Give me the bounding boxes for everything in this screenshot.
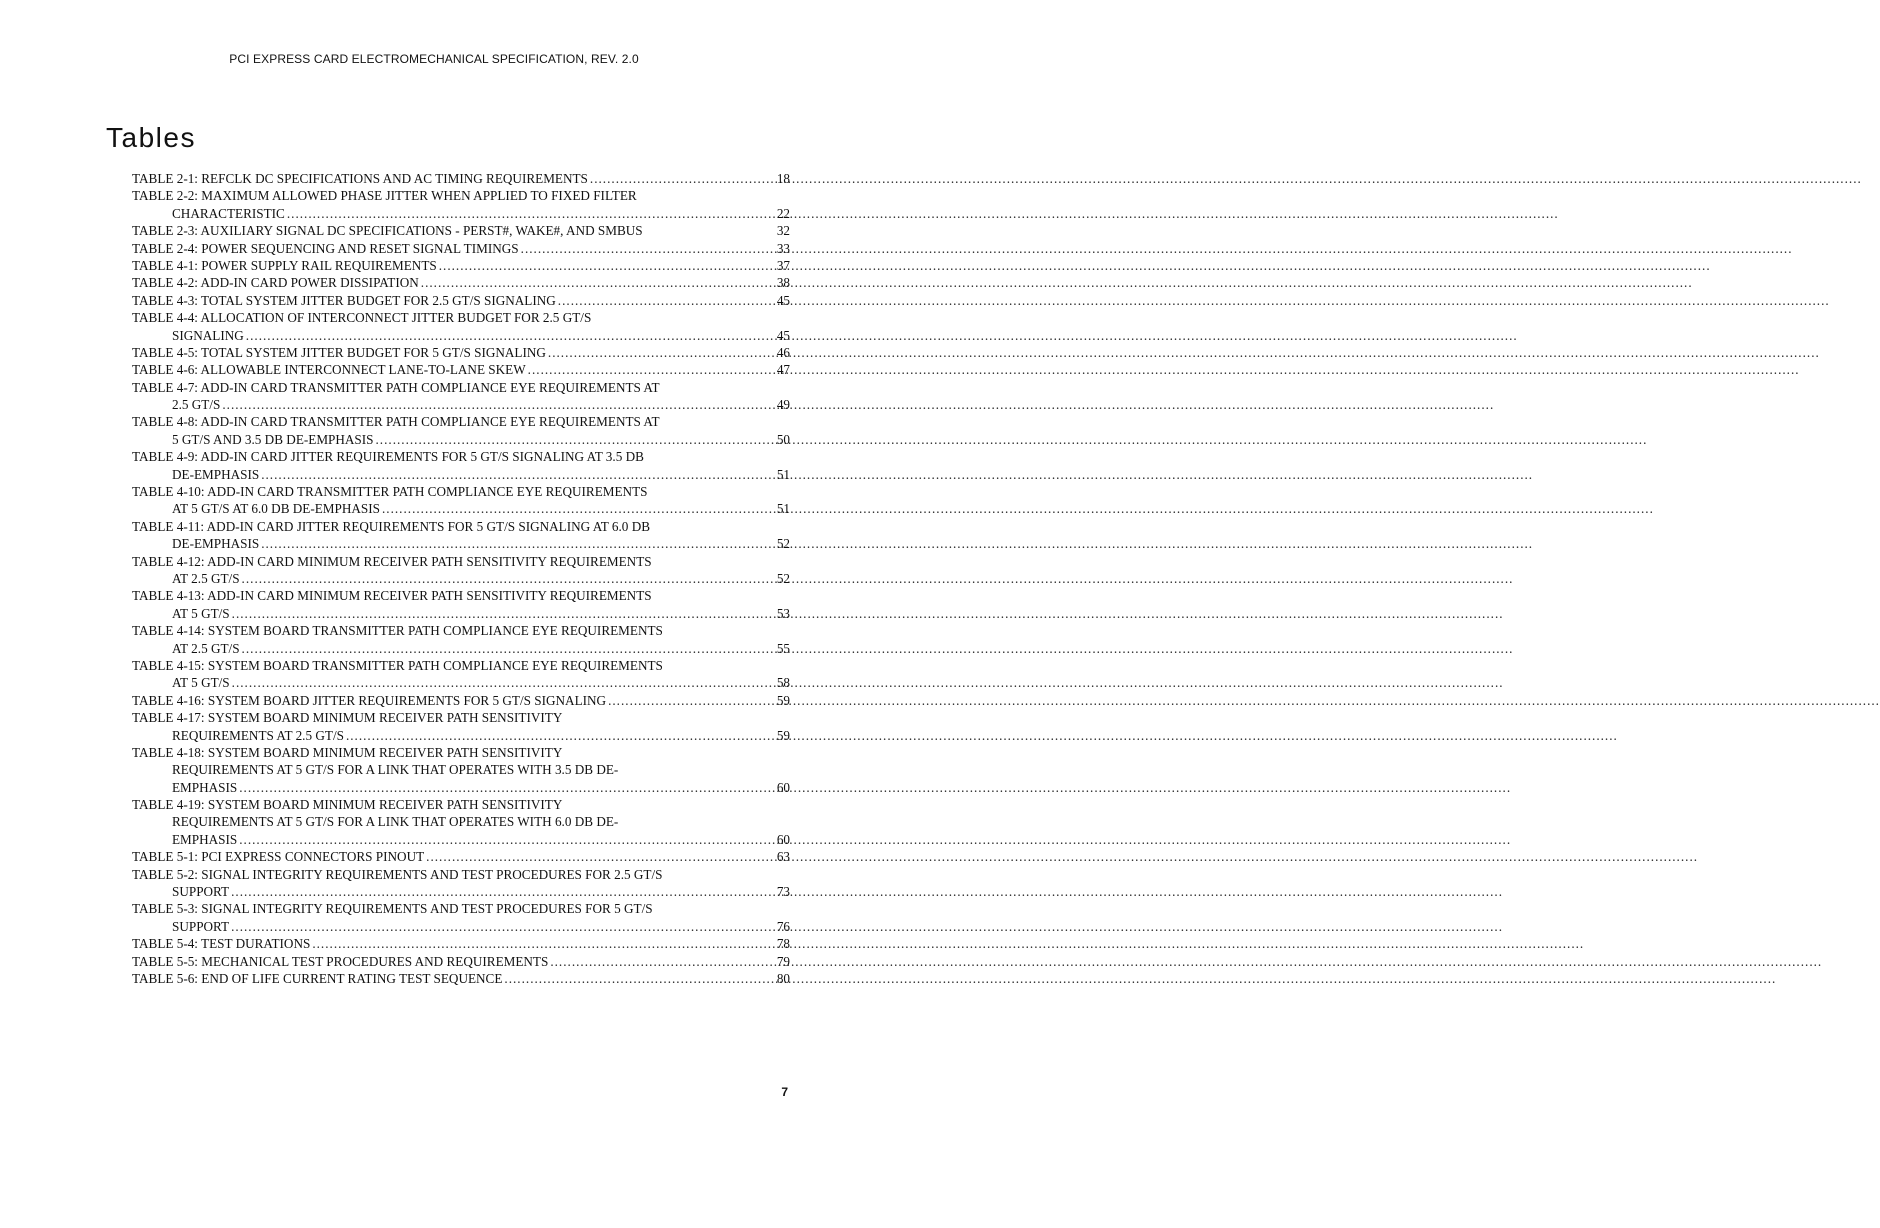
toc-entry-text: TABLE 5-1: PCI EXPRESS CONNECTORS PINOUT [132,849,425,865]
table-of-tables [132,170,790,987]
toc-entry-text: TABLE 4-12: ADD-IN CARD MINIMUM RECEIVER PATH SENSITIVITY REQUIREMENTS [132,553,652,569]
toc-entry-continuation-line [132,205,790,222]
toc-entry-title-line [132,692,790,709]
dot-leader [239,831,775,848]
toc-entry-page-number: 79 [776,953,790,969]
section-title: Tables [106,122,196,153]
toc-entry-text: TABLE 4-3: TOTAL SYSTEM JITTER BUDGET FOR 2.5 GT/S SIGNALING [132,292,556,308]
toc-entry-continuation-line [132,813,790,830]
toc-entry[interactable] [132,692,790,709]
toc-entry-page-number: 47 [776,362,790,378]
page-number: 7 [781,1085,788,1099]
dot-leader [312,935,774,952]
toc-entry-text: 2.5 GT/S [172,397,221,413]
toc-entry-text: TABLE 4-17: SYSTEM BOARD MINIMUM RECEIVER PATH SENSITIVITY [132,710,563,726]
toc-entry-continuation-line [132,327,790,344]
toc-entry-continuation-line [132,605,790,622]
toc-entry[interactable] [132,240,790,257]
toc-entry-text: TABLE 4-8: ADD-IN CARD TRANSMITTER PATH COMPLIANCE EYE REQUIREMENTS AT [132,414,660,430]
toc-entry-title-line [132,274,790,291]
toc-entry-title-line [132,187,790,204]
toc-entry-page-number: 50 [776,431,790,447]
toc-entry-continuation-line [132,918,790,935]
dot-leader [222,396,774,413]
toc-entry[interactable] [132,344,790,361]
toc-entry-page-number: 33 [776,240,790,256]
dot-leader [346,727,775,744]
toc-entry-page-number: 59 [776,692,790,708]
dot-leader [528,361,775,378]
toc-entry-continuation-line [132,466,790,483]
toc-entry-title-line [132,622,790,639]
toc-entry-text: 5 GT/S AND 3.5 DB DE-EMPHASIS [172,431,374,447]
toc-entry[interactable] [132,587,790,622]
toc-entry-title-line [132,587,790,604]
toc-entry-text: EMPHASIS [172,831,238,847]
toc-entry[interactable] [132,553,790,588]
toc-entry-text: TABLE 2-2: MAXIMUM ALLOWED PHASE JITTER WHEN APPLIED TO FIXED FILTER [132,188,637,204]
toc-entry-page-number: 52 [776,536,790,552]
toc-entry[interactable] [132,709,790,744]
dot-leader [242,640,775,657]
toc-entry[interactable] [132,518,790,553]
toc-entry-page-number: 55 [776,640,790,656]
toc-entry-title-line [132,379,790,396]
toc-entry-continuation-line [132,431,790,448]
toc-entry-page-number: 51 [776,501,790,517]
toc-entry-title-line [132,292,790,309]
dot-leader [232,674,775,691]
toc-entry-text: SUPPORT [172,884,230,900]
toc-entry-continuation-line [132,779,790,796]
toc-entry-title-line [132,709,790,726]
running-header: PCI EXPRESS CARD ELECTROMECHANICAL SPECIFICATION, REV. 2.0 [229,52,639,66]
toc-entry-text: SUPPORT [172,918,230,934]
toc-entry-text: TABLE 4-11: ADD-IN CARD JITTER REQUIREMENTS FOR 5 GT/S SIGNALING AT 6.0 DB [132,518,651,534]
toc-entry-text: AT 5 GT/S AT 6.0 DB DE-EMPHASIS [172,501,380,517]
toc-entry-text: AT 2.5 GT/S [172,570,240,586]
toc-entry-continuation-line [132,883,790,900]
toc-entry[interactable] [132,657,790,692]
dot-leader [426,848,775,865]
toc-entry-continuation-line [132,640,790,657]
toc-entry-text: REQUIREMENTS AT 2.5 GT/S [172,727,344,743]
toc-entry-title-line [132,744,790,761]
toc-entry-text: TABLE 4-16: SYSTEM BOARD JITTER REQUIREMENTS FOR 5 GT/S SIGNALING [132,692,607,708]
toc-entry-text: AT 5 GT/S [172,605,230,621]
toc-entry-text: TABLE 4-14: SYSTEM BOARD TRANSMITTER PATH COMPLIANCE EYE REQUIREMENTS [132,623,663,639]
dot-leader [521,240,775,257]
dot-leader [231,883,775,900]
toc-entry-text: TABLE 5-5: MECHANICAL TEST PROCEDURES AND REQUIREMENTS [132,953,549,969]
toc-entry-text: TABLE 5-3: SIGNAL INTEGRITY REQUIREMENTS AND TEST PROCEDURES FOR 5 GT/S [132,901,653,917]
toc-entry[interactable] [132,187,790,222]
toc-entry[interactable] [132,744,790,796]
toc-entry-title-line [132,970,790,987]
toc-entry-page-number: 80 [776,970,790,986]
toc-entry-page-number: 51 [776,466,790,482]
dot-leader [608,692,775,709]
toc-entry[interactable] [132,222,790,239]
toc-entry-title-line [132,240,790,257]
toc-entry-continuation-line [132,535,790,552]
toc-entry-text: CHARACTERISTIC [172,205,285,221]
toc-entry-text: TABLE 4-5: TOTAL SYSTEM JITTER BUDGET FOR 5 GT/S SIGNALING [132,344,546,360]
toc-entry[interactable] [132,170,790,187]
toc-entry-text: DE-EMPHASIS [172,536,260,552]
toc-entry-page-number: 63 [776,849,790,865]
dot-leader [231,918,775,935]
dot-leader [232,605,775,622]
toc-entry-page-number: 78 [776,936,790,952]
dot-leader [242,570,775,587]
toc-entry[interactable] [132,970,790,987]
toc-entry-title-line [132,361,790,378]
toc-entry-text: TABLE 4-13: ADD-IN CARD MINIMUM RECEIVER PATH SENSITIVITY REQUIREMENTS [132,588,652,604]
toc-entry-text: REQUIREMENTS AT 5 GT/S FOR A LINK THAT OPERATES WITH 6.0 DB DE- [172,814,619,830]
toc-entry-page-number: 60 [776,779,790,795]
dot-leader [239,779,775,796]
dot-leader [376,431,775,448]
dot-leader [246,327,775,344]
toc-entry-continuation-line [132,674,790,691]
toc-entry-title-line [132,866,790,883]
toc-entry-page-number: 49 [776,397,790,413]
toc-entry[interactable] [132,292,790,309]
toc-entry-continuation-line [132,570,790,587]
toc-entry-page-number: 46 [776,344,790,360]
toc-entry-text: AT 5 GT/S [172,675,230,691]
toc-entry-page-number: 76 [776,918,790,934]
toc-entry-continuation-line [132,831,790,848]
toc-entry-title-line [132,900,790,917]
toc-entry[interactable] [132,309,790,344]
toc-entry-text: REQUIREMENTS AT 5 GT/S FOR A LINK THAT OPERATES WITH 3.5 DB DE- [172,762,619,778]
toc-entry-title-line [132,257,790,274]
toc-entry-text: AT 2.5 GT/S [172,640,240,656]
toc-entry-continuation-line [132,761,790,778]
toc-entry-title-line [132,344,790,361]
toc-entry[interactable] [132,796,790,848]
toc-entry-page-number: 59 [776,727,790,743]
dot-leader [439,257,775,274]
dot-leader [504,970,774,987]
toc-entry-title-line [132,448,790,465]
dot-leader [558,292,775,309]
toc-entry-title-line [132,309,790,326]
toc-entry-text: TABLE 4-1: POWER SUPPLY RAIL REQUIREMENTS [132,257,437,273]
dot-leader [548,344,775,361]
toc-entry-continuation-line [132,396,790,413]
toc-entry-text: EMPHASIS [172,779,238,795]
toc-entry-title-line [132,518,790,535]
toc-entry-text: TABLE 4-18: SYSTEM BOARD MINIMUM RECEIVER PATH SENSITIVITY [132,744,563,760]
toc-entry-page-number: 37 [776,257,790,273]
toc-entry-continuation-line [132,727,790,744]
toc-entry[interactable] [132,483,790,518]
toc-entry-text: DE-EMPHASIS [172,466,260,482]
toc-entry[interactable] [132,361,790,378]
toc-entry-title-line [132,413,790,430]
toc-entry[interactable] [132,935,790,952]
toc-entry-text: TABLE 4-2: ADD-IN CARD POWER DISSIPATION [132,275,419,291]
toc-entry[interactable] [132,866,790,901]
toc-entry-text: SIGNALING [172,327,244,343]
toc-entry-text: TABLE 4-6: ALLOWABLE INTERCONNECT LANE-TO-LANE SKEW [132,362,526,378]
toc-entry-title-line [132,170,790,187]
toc-entry-continuation-line [132,500,790,517]
toc-entry[interactable] [132,379,790,414]
toc-entry-text: TABLE 4-15: SYSTEM BOARD TRANSMITTER PATH COMPLIANCE EYE REQUIREMENTS [132,657,663,673]
toc-entry-title-line [132,848,790,865]
dot-leader [382,500,775,517]
toc-entry-text: TABLE 4-4: ALLOCATION OF INTERCONNECT JITTER BUDGET FOR 2.5 GT/S [132,310,592,326]
toc-entry-text: TABLE 4-9: ADD-IN CARD JITTER REQUIREMENTS FOR 5 GT/S SIGNALING AT 3.5 DB [132,449,644,465]
dot-leader [261,535,775,552]
dot-leader [421,274,775,291]
dot-leader [261,466,775,483]
toc-entry-page-number: 53 [776,605,790,621]
toc-entry[interactable] [132,953,790,970]
toc-entry-title-line [132,953,790,970]
toc-entry-text: TABLE 2-3: AUXILIARY SIGNAL DC SPECIFICATIONS - PERST#, WAKE#, AND SMBUS [132,223,643,239]
toc-entry-title-line [132,657,790,674]
toc-entry-title-line [132,935,790,952]
toc-entry-page-number: 18 [776,171,790,186]
dot-leader [550,953,774,970]
toc-entry-page-number: 38 [776,275,790,291]
toc-entry[interactable] [132,448,790,483]
toc-entry-page-number: 52 [776,570,790,586]
toc-entry-page-number: 22 [776,205,790,221]
toc-entry[interactable] [132,274,790,291]
toc-entry-page-number: 45 [776,327,790,343]
toc-entry-text: TABLE 2-1: REFCLK DC SPECIFICATIONS AND AC TIMING REQUIREMENTS [132,171,588,186]
toc-entry-page-number: 45 [776,292,790,308]
toc-entry-text: TABLE 5-6: END OF LIFE CURRENT RATING TEST SEQUENCE [132,970,503,986]
toc-entry-text: TABLE 2-4: POWER SEQUENCING AND RESET SIGNAL TIMINGS [132,240,519,256]
toc-entry-text: TABLE 4-10: ADD-IN CARD TRANSMITTER PATH COMPLIANCE EYE REQUIREMENTS [132,484,648,500]
toc-entry-page-number: 32 [776,223,790,239]
toc-entry[interactable] [132,257,790,274]
toc-entry-title-line [132,483,790,500]
toc-entry-page-number: 58 [776,675,790,691]
toc-entry-title-line [132,796,790,813]
toc-entry-text: TABLE 5-2: SIGNAL INTEGRITY REQUIREMENTS AND TEST PROCEDURES FOR 2.5 GT/S [132,866,663,882]
dot-leader [590,170,775,187]
toc-entry-text: TABLE 4-19: SYSTEM BOARD MINIMUM RECEIVER PATH SENSITIVITY [132,797,563,813]
toc-entry-title-line [132,222,790,239]
toc-entry-page-number: 73 [776,884,790,900]
toc-entry-page-number: 60 [776,831,790,847]
toc-entry-text: TABLE 4-7: ADD-IN CARD TRANSMITTER PATH COMPLIANCE EYE REQUIREMENTS AT [132,379,660,395]
toc-entry[interactable] [132,413,790,448]
toc-entry-text: TABLE 5-4: TEST DURATIONS [132,936,311,952]
toc-entry[interactable] [132,900,790,935]
dot-leader [287,205,775,222]
toc-entry[interactable] [132,622,790,657]
toc-entry[interactable] [132,848,790,865]
toc-entry-title-line [132,553,790,570]
